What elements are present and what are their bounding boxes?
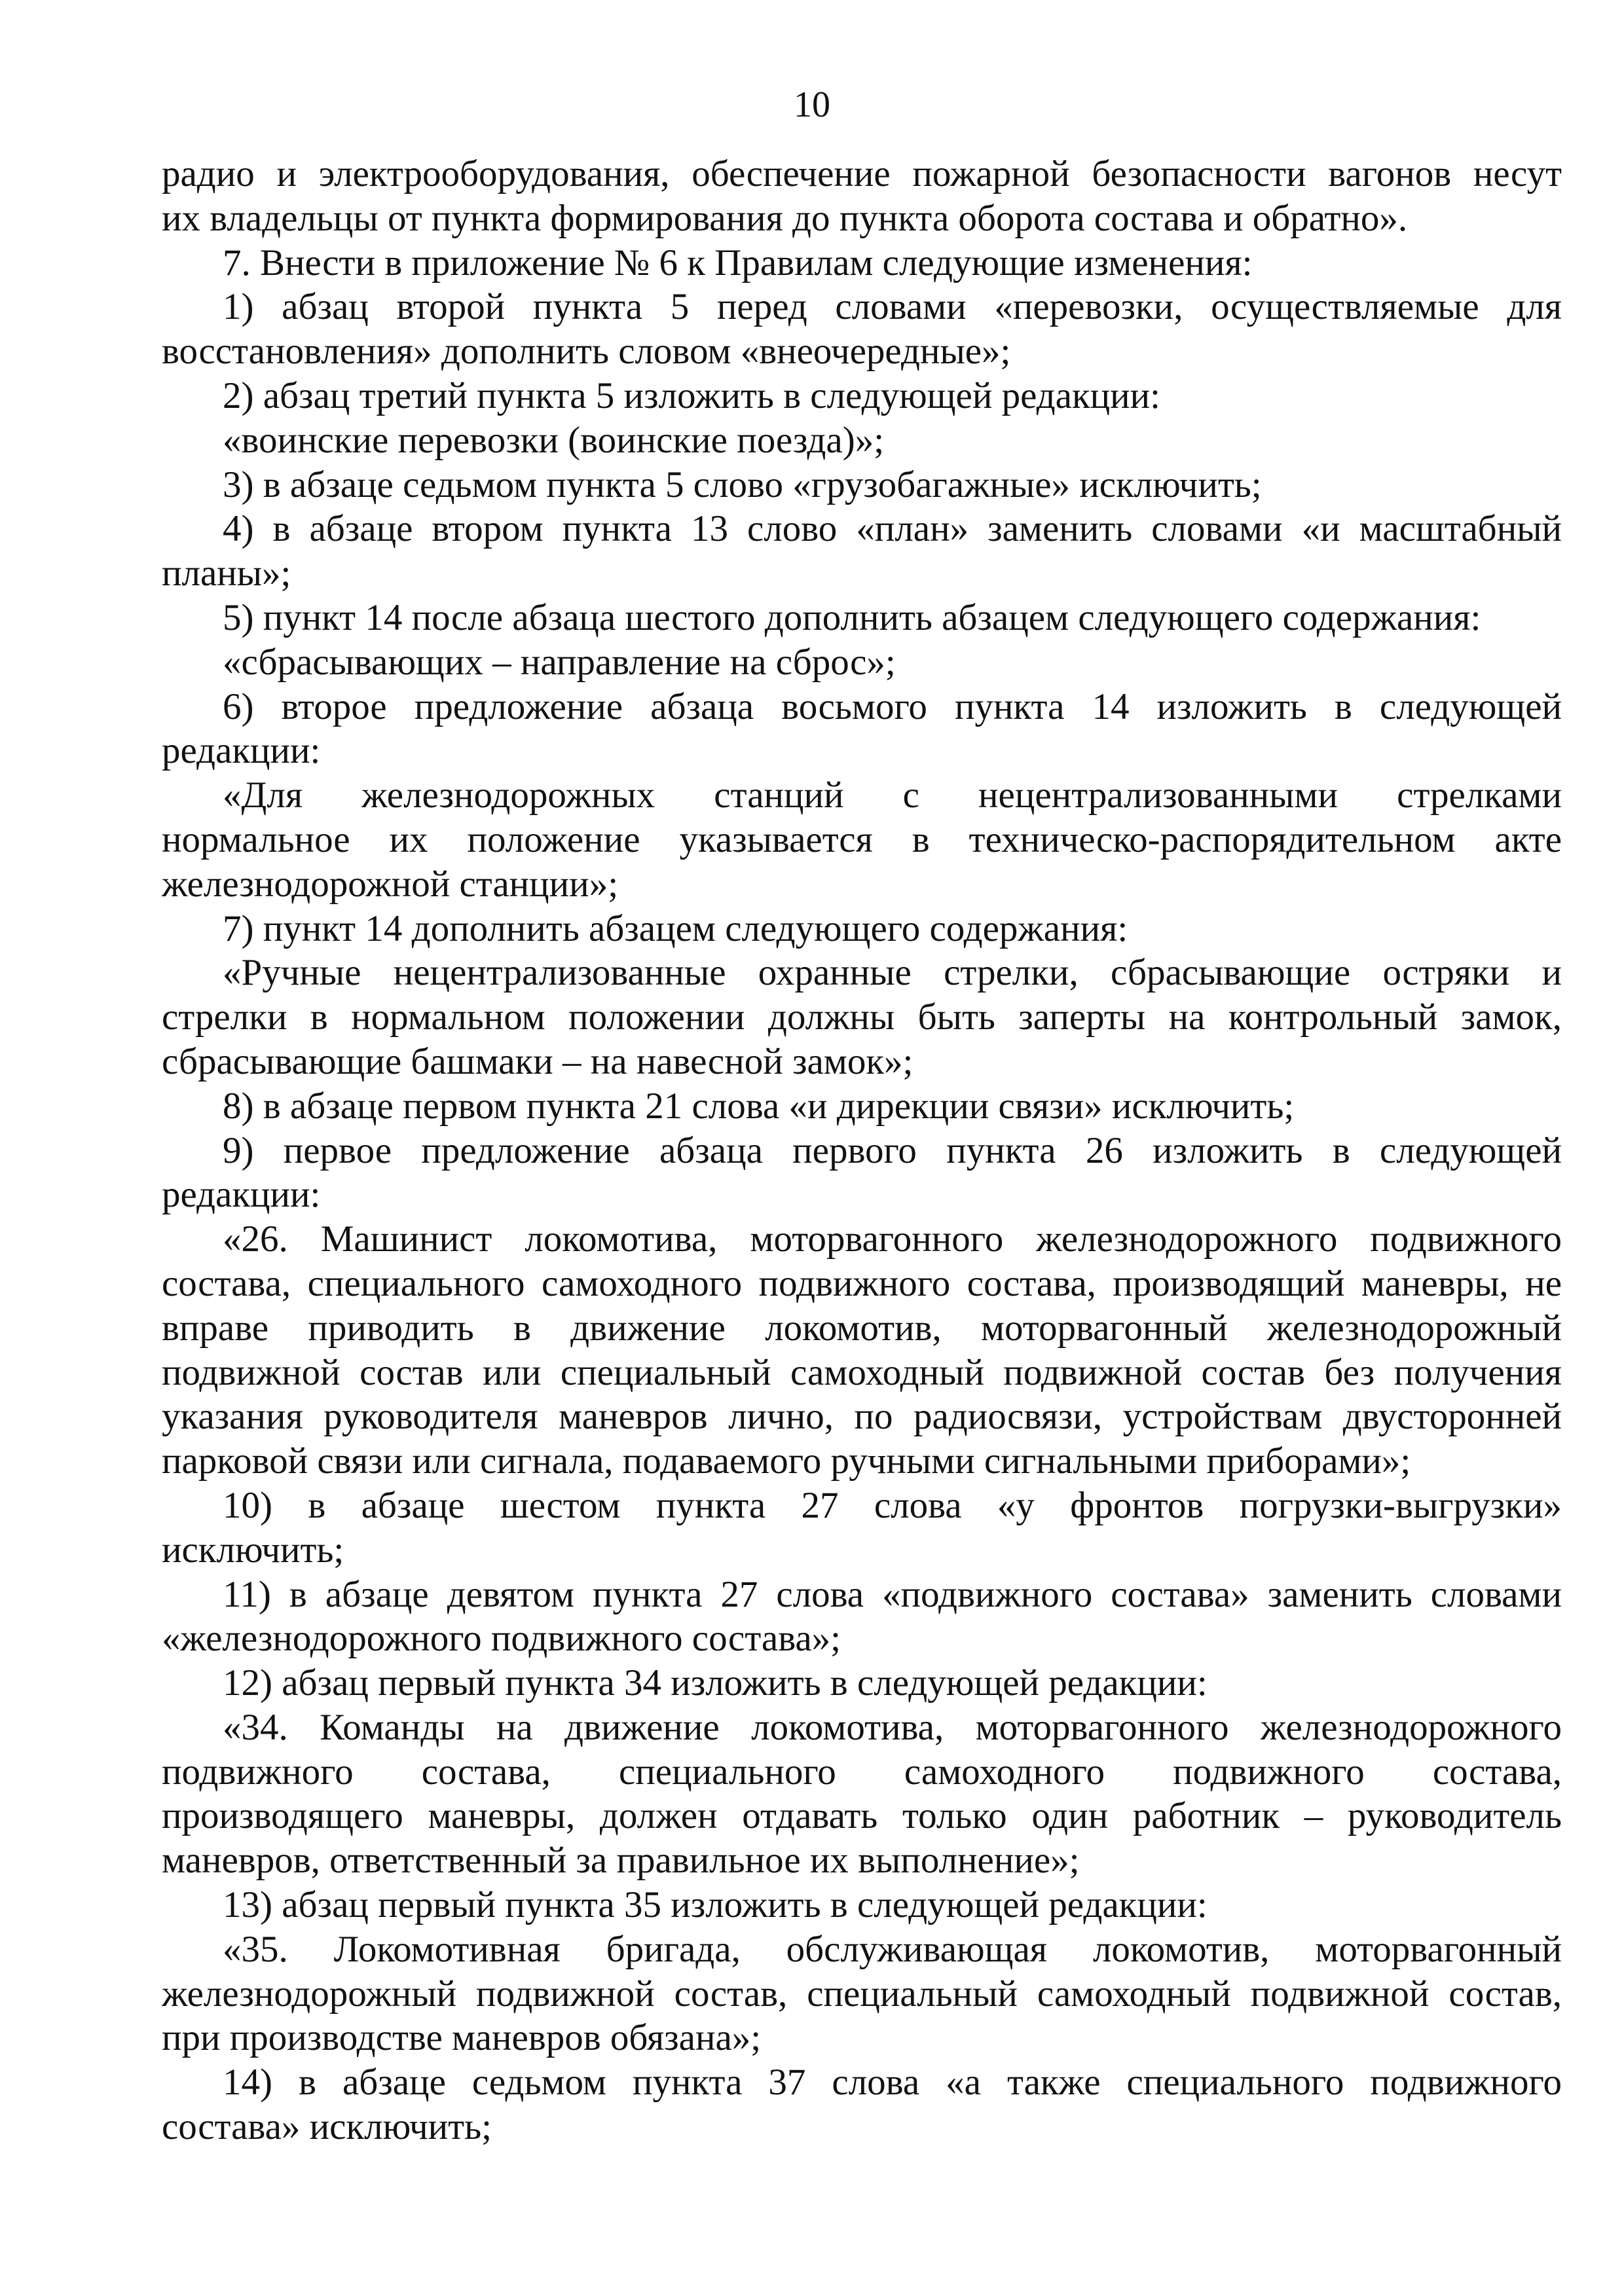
text-line: 9) первое предложение абзаца первого пункта 26 изложить в следующей bbox=[223, 1129, 1562, 1171]
text-line: состава, специального самоходного подвижного состава, производящий маневры, не bbox=[162, 1262, 1562, 1304]
page-number: 10 bbox=[794, 84, 830, 125]
text-line: восстановления» дополнить словом «внеочередные»; bbox=[162, 331, 1011, 373]
text-line: 14) в абзаце седьмом пункта 37 слова «а также специального подвижного bbox=[223, 2062, 1562, 2104]
text-line: радио и электрооборудования, обеспечение пожарной безопасности вагонов несут bbox=[162, 153, 1562, 194]
text-line: 7) пункт 14 дополнить абзацем следующего содержания: bbox=[223, 907, 1128, 949]
text-line: вправе приводить в движение локомотив, моторвагонный железнодорожный bbox=[162, 1307, 1562, 1349]
text-line: «Ручные нецентрализованные охранные стрелки, сбрасывающие остряки и bbox=[223, 952, 1562, 994]
text-line: «35. Локомотивная бригада, обслуживающая локомотив, моторвагонный bbox=[223, 1928, 1562, 1970]
text-line: «26. Машинист локомотива, моторвагонного железнодорожного подвижного bbox=[223, 1218, 1562, 1260]
text-line: указания руководителя маневров лично, по радиосвязи, устройствам двусторонней bbox=[162, 1396, 1562, 1438]
text-line: стрелки в нормальном положении должны быть заперты на контрольный замок, bbox=[162, 996, 1562, 1038]
text-line: «воинские перевозки (воинские поезда)»; bbox=[223, 419, 885, 461]
text-line: их владельцы от пункта формирования до пункта оборота состава и обратно». bbox=[162, 197, 1408, 239]
text-line: 13) абзац первый пункта 35 изложить в следующей редакции: bbox=[223, 1884, 1208, 1926]
text-line: 12) абзац первый пункта 34 изложить в следующей редакции: bbox=[223, 1662, 1208, 1704]
text-line: 6) второе предложение абзаца восьмого пункта 14 изложить в следующей bbox=[223, 685, 1562, 727]
document-body bbox=[162, 152, 1562, 2149]
text-line: 4) в абзаце втором пункта 13 слово «план» заменить словами «и масштабный bbox=[223, 508, 1562, 550]
text-line: 11) в абзаце девятом пункта 27 слова «подвижного состава» заменить словами bbox=[223, 1573, 1562, 1615]
text-line: «сбрасывающих – направление на сброс»; bbox=[223, 641, 896, 683]
text-line: 1) абзац второй пункта 5 перед словами «перевозки, осуществляемые для bbox=[223, 286, 1562, 328]
text-line: редакции: bbox=[162, 1174, 321, 1216]
text-line: планы»; bbox=[162, 553, 291, 594]
text-line: редакции: bbox=[162, 730, 321, 772]
text-line: исключить; bbox=[162, 1529, 344, 1571]
text-line: 2) абзац третий пункта 5 изложить в следующей редакции: bbox=[223, 374, 1160, 416]
text-line: 7. Внести в приложение № 6 к Правилам следующие изменения: bbox=[223, 242, 1253, 283]
text-line: железнодорожный подвижной состав, специальный самоходный подвижной состав, bbox=[162, 1973, 1562, 2014]
text-line: при производстве маневров обязана»; bbox=[162, 2017, 762, 2059]
text-line: «Для железнодорожных станций с нецентрализованными стрелками bbox=[223, 774, 1562, 816]
text-line: производящего маневры, должен отдавать только один работник – руководитель bbox=[162, 1795, 1562, 1837]
text-line: подвижной состав или специальный самоходный подвижной состав без получения bbox=[162, 1351, 1562, 1393]
text-line: 3) в абзаце седьмом пункта 5 слово «грузобагажные» исключить; bbox=[223, 464, 1262, 505]
text-line: 5) пункт 14 после абзаца шестого дополнить абзацем следующего содержания: bbox=[223, 596, 1481, 638]
text-line: подвижного состава, специального самоходного подвижного состава, bbox=[162, 1751, 1562, 1793]
text-line: 10) в абзаце шестом пункта 27 слова «у фронтов погрузки-выгрузки» bbox=[223, 1484, 1562, 1526]
text-line: железнодорожной станции»; bbox=[162, 863, 619, 905]
text-line: сбрасывающие башмаки – на навесной замок»; bbox=[162, 1040, 913, 1082]
text-line: нормальное их положение указывается в техническо-распорядительном акте bbox=[162, 818, 1562, 860]
text-line: «железнодорожного подвижного состава»; bbox=[162, 1618, 841, 1660]
text-line: парковой связи или сигнала, подаваемого ручными сигнальными приборами»; bbox=[162, 1440, 1411, 1482]
text-line: маневров, ответственный за правильное их выполнение»; bbox=[162, 1840, 1080, 1882]
text-line: состава» исключить; bbox=[162, 2106, 492, 2148]
text-line: «34. Команды на движение локомотива, моторвагонного железнодорожного bbox=[223, 1706, 1562, 1748]
text-line: 8) в абзаце первом пункта 21 слова «и дирекции связи» исключить; bbox=[223, 1085, 1295, 1127]
